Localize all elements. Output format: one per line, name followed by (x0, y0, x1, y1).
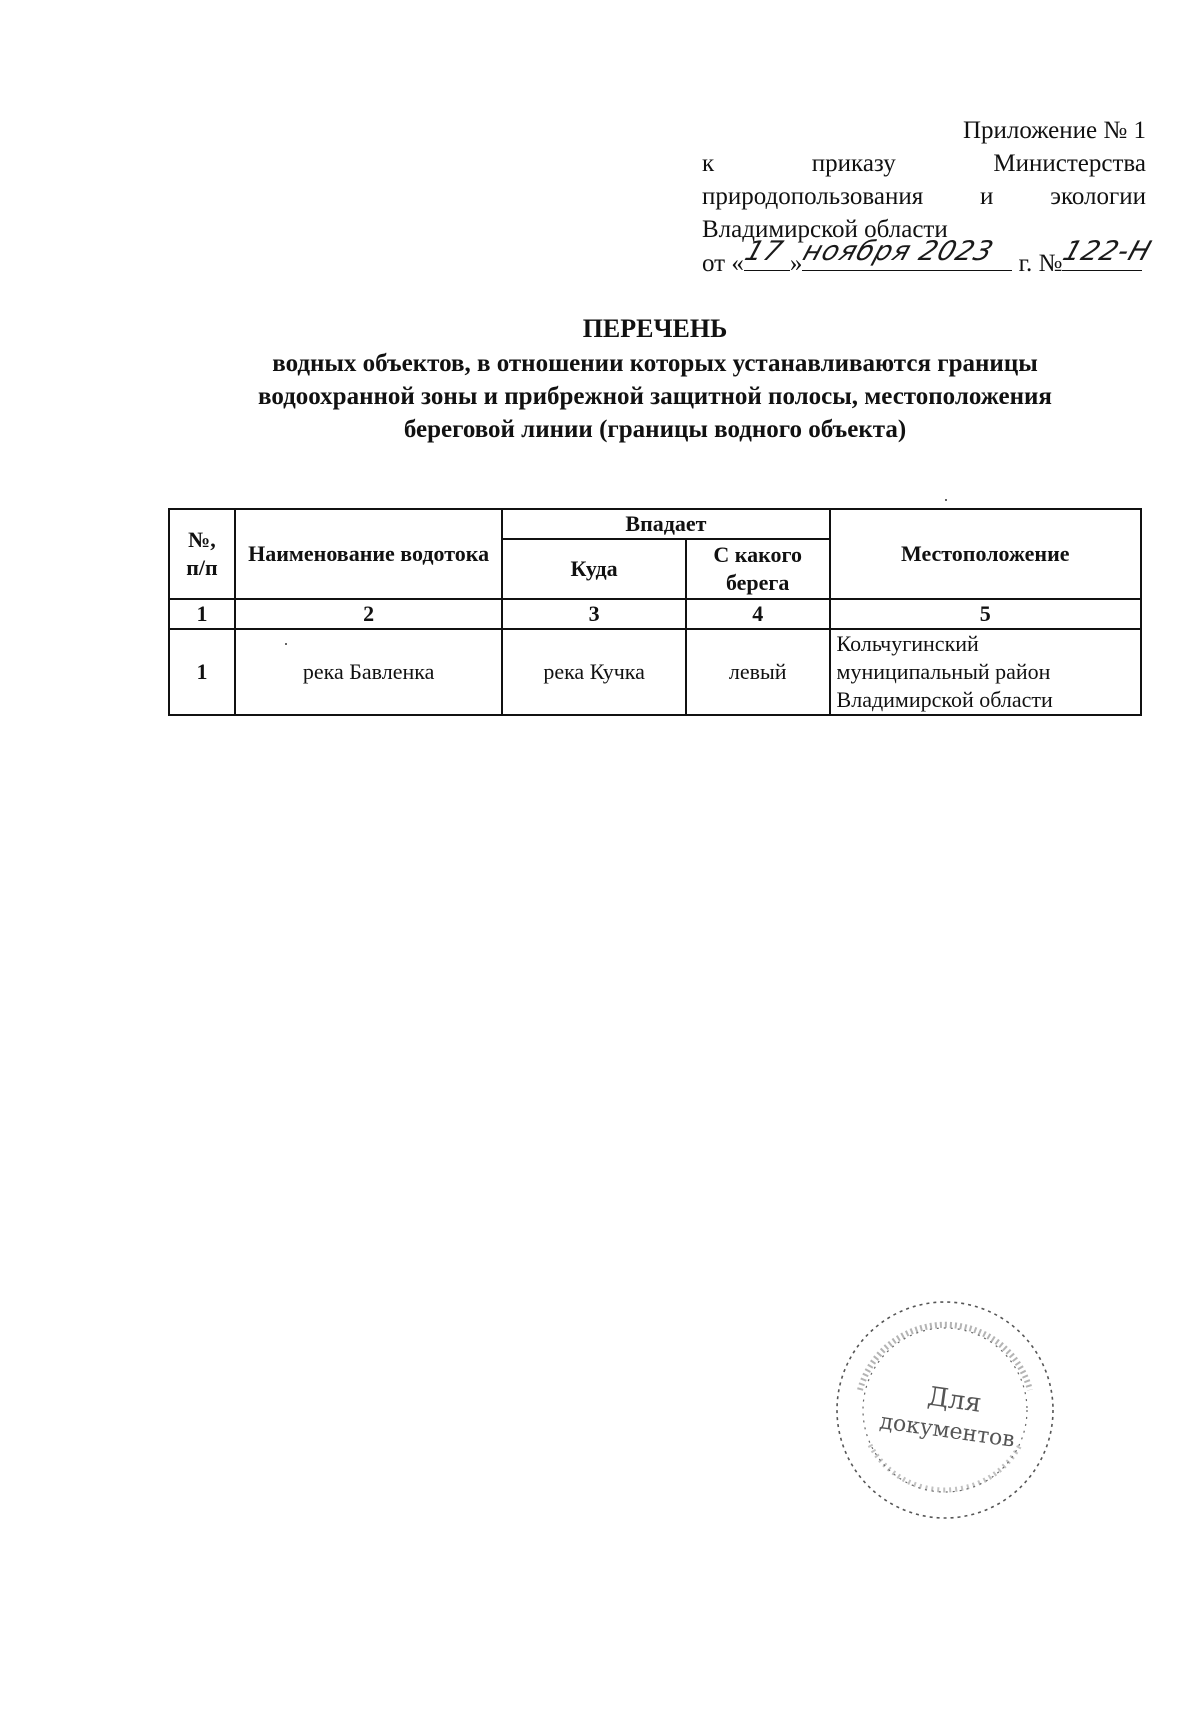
appendix-title: Приложение № 1 (962, 117, 1146, 144)
date-mid: » (789, 250, 803, 277)
scan-speck (285, 643, 287, 645)
appendix-region: Владимирской области (702, 216, 948, 243)
appendix-word-and: и (980, 183, 994, 210)
appendix-block (702, 114, 1157, 280)
date-day-blank (740, 236, 790, 271)
appendix-word-nature: природопользования (702, 183, 924, 210)
table-header-row-1 (169, 509, 1141, 539)
stamp-text-line1: Для (925, 1381, 984, 1419)
appendix-word-ministry: Министерства (993, 150, 1146, 177)
order-number-blank (1059, 236, 1157, 271)
appendix-date-line (702, 236, 1157, 280)
appendix-word-k: к (702, 150, 715, 177)
date-month-blank (799, 236, 1012, 271)
order-number-handwritten: 122-Н (1059, 236, 1157, 267)
row-number: 1 (169, 629, 235, 715)
row-location: Кольчугинский муниципальный район Владимирской области (830, 629, 1141, 715)
seal-stamp-graphic (830, 1295, 1060, 1525)
row-bank: левый (686, 629, 830, 715)
appendix-line-ministry-name (702, 180, 1146, 213)
seal-stamp (830, 1295, 1060, 1525)
table-row (169, 629, 1141, 715)
scan-speck (945, 499, 947, 501)
water-objects-table (168, 508, 1142, 716)
header-number: №, п/п (169, 509, 235, 599)
header-where: Куда (502, 539, 685, 599)
date-prefix: от « (702, 250, 744, 277)
document-subtitle: водных объектов, в отношении которых устанавливаются границы водоохранной зоны и прибрежной защитной полосы, местоположения береговой линии (границы водного объекта) (258, 350, 1052, 443)
column-number: 4 (686, 599, 830, 629)
stamp-text-line2: документов (878, 1409, 1017, 1453)
document-heading (160, 312, 1150, 446)
date-day-handwritten: 17 (740, 236, 788, 267)
appendix-line-order (702, 147, 1146, 180)
header-location: Местоположение (830, 509, 1141, 599)
document-title: ПЕРЕЧЕНЬ (582, 314, 728, 343)
column-number: 3 (502, 599, 685, 629)
column-number: 2 (235, 599, 503, 629)
appendix-word-ecology: экологии (1050, 183, 1146, 210)
column-number-row (169, 599, 1141, 629)
order-number-label: г. № (1018, 250, 1063, 277)
date-month-handwritten: ноября 2023 (799, 236, 999, 267)
header-name: Наименование водотока (235, 509, 503, 599)
header-flows-into: Впадает (502, 509, 829, 539)
column-number: 5 (830, 599, 1141, 629)
row-name: река Бавленка (235, 629, 503, 715)
row-where: река Кучка (502, 629, 685, 715)
column-number: 1 (169, 599, 235, 629)
appendix-word-prikazu: приказу (811, 150, 896, 177)
header-which-bank: С какого берега (686, 539, 830, 599)
